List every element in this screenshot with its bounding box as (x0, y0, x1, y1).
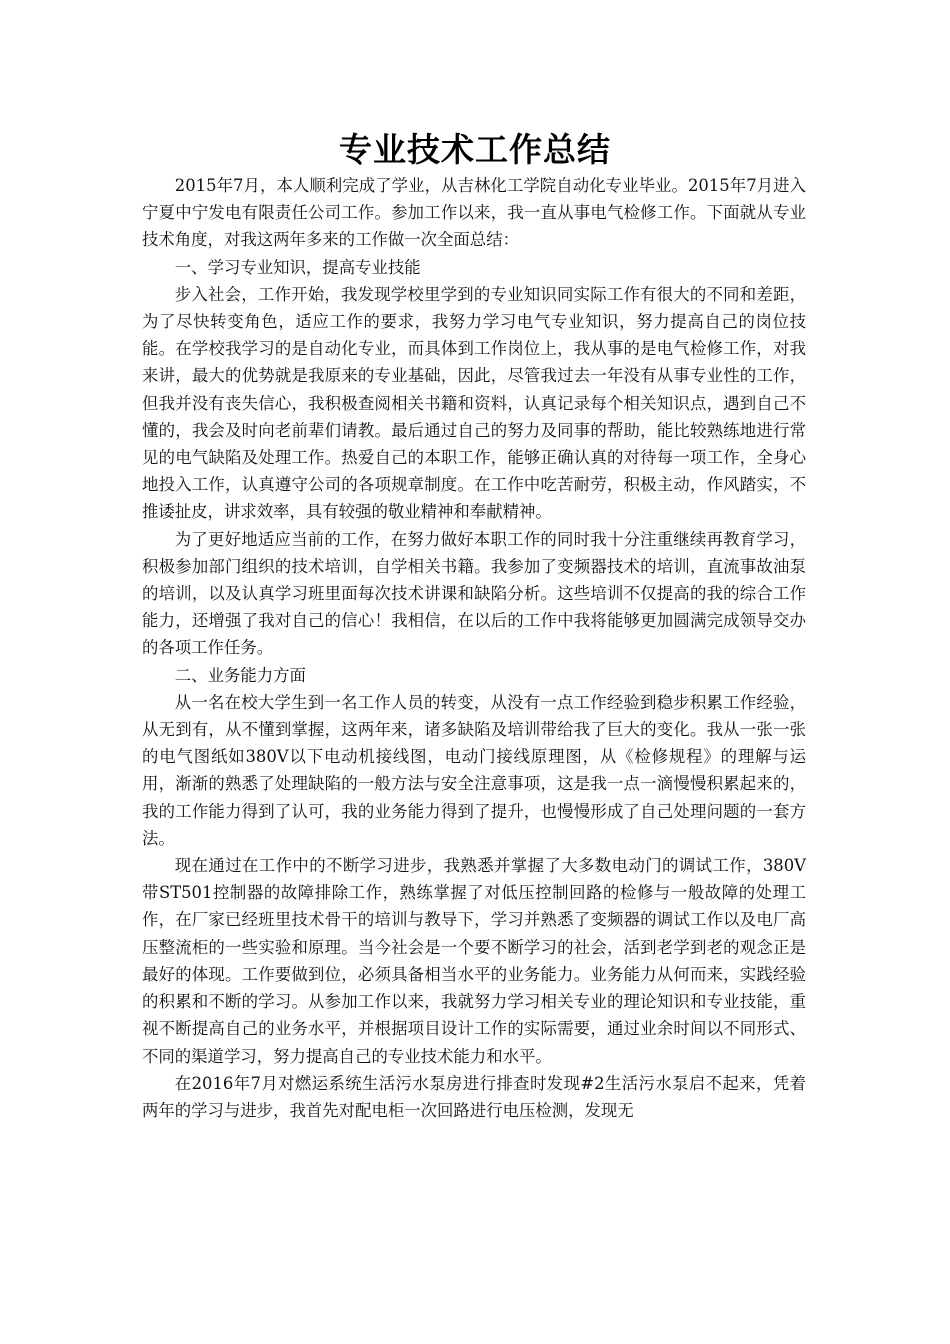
section-heading-2: 二、业务能力方面 (174, 665, 306, 685)
section-heading-1: 一、学习专业知识，提高专业技能 (174, 257, 421, 277)
document-body (142, 172, 806, 1124)
body-paragraph: 从一名在校大学生到一名工作人员的转变，从没有一点工作经验到稳步积累工作经验，从无到有，从不懂到掌握，这两年来，诸多缺陷及培训带给我了巨大的变化。我从一张一张的电气图纸如380V以下电动机接线图，电动门接线原理图，从《检修规程》的理解与运用，渐渐的熟悉了处理缺陷的一般方法与安全注意事项，这是我一点一滴慢慢积累起来的，我的工作能力得到了认可，我的业务能力得到了提升，也慢慢形成了自己处理问题的一套方法。 (142, 692, 806, 848)
document-title: 专业技术工作总结 (339, 130, 611, 169)
intro-paragraph: 2015年7月，本人顺利完成了学业，从吉林化工学院自动化专业毕业。2015年7月进入宁夏中宁发电有限责任公司工作。参加工作以来，我一直从事电气检修工作。下面就从专业技术角度，对我这两年多来的工作做一次全面总结： (142, 176, 806, 250)
body-paragraph: 步入社会，工作开始，我发现学校里学到的专业知识同实际工作有很大的不同和差距，为了尽快转变角色，适应工作的要求，我努力学习电气专业知识，努力提高自己的岗位技能。在学校我学习的是自动化专业，而具体到工作岗位上，我从事的是电气检修工作，对我来讲，最大的优势就是我原来的专业基础，因此，尽管我过去一年没有从事专业性的工作，但我并没有丧失信心，我积极查阅相关书籍和资料，认真记录每个相关知识点，遇到自己不懂的，我会及时向老前辈们请教。最后通过自己的努力及同事的帮助，能比较熟练地进行常见的电气缺陷及处理工作。热爱自己的本职工作，能够正确认真的对待每一项工作，全身心地投入工作，认真遵守公司的各项规章制度。在工作中吃苦耐劳，积极主动，作风踏实，不推诿扯皮，讲求效率，具有较强的敬业精神和奉献精神。 (142, 284, 806, 522)
body-paragraph-continued: 在2016年7月对燃运系统生活污水泵房进行排查时发现#2生活污水泵启不起来，凭着两年的学习与进步，我首先对配电柜一次回路进行电压检测，发现无 (142, 1073, 806, 1120)
body-paragraph: 为了更好地适应当前的工作，在努力做好本职工作的同时我十分注重继续再教育学习，积极参加部门组织的技术培训，自学相关书籍。我参加了变频器技术的培训，直流事故油泵的培训，以及认真学习班里面每次技术讲课和缺陷分析。这些培训不仅提高的我的综合工作能力，还增强了我对自己的信心！我相信，在以后的工作中我将能够更加圆满完成领导交办的各项工作任务。 (142, 529, 806, 658)
body-paragraph: 现在通过在工作中的不断学习进步，我熟悉并掌握了大多数电动门的调试工作，380V带ST501控制器的故障排除工作，熟练掌握了对低压控制回路的检修与一般故障的处理工作，在厂家已经班里技术骨干的培训与教导下，学习并熟悉了变频器的调试工作以及电厂高压整流柜的一些实验和原理。当今社会是一个要不断学习的社会，活到老学到老的观念正是最好的体现。工作要做到位，必须具备相当水平的业务能力。业务能力从何而来，实践经验的积累和不断的学习。从参加工作以来，我就努力学习相关专业的理论知识和专业技能，重视不断提高自己的业务水平，并根据项目设计工作的实际需要，通过业余时间以不同形式、不同的渠道学习，努力提高自己的专业技术能力和水平。 (142, 856, 806, 1066)
